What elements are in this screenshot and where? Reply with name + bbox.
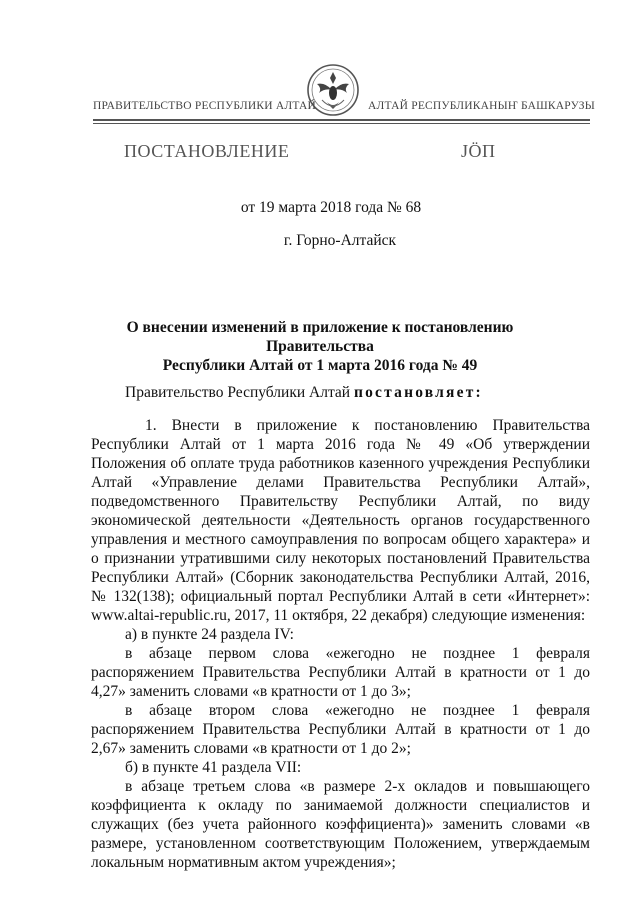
- document-date-number: от 19 марта 2018 года № 68: [240, 199, 422, 216]
- resolve-verb: постановляет:: [353, 384, 483, 401]
- document-city: г. Горно-Алтайск: [283, 232, 397, 249]
- paragraph-amend-2: в абзаце втором слова «ежегодно не позднее 1 февраля распоряжением Правительства Республики Алтай в кратности от 1 до 2,67» заменить словами «в кратности от 1 до 2»;: [91, 702, 590, 757]
- org-name-russian: ПРАВИТЕЛЬСТВО РЕСПУБЛИКИ АЛТАЙ: [93, 100, 317, 112]
- paragraph-sub-b: б) в пункте 41 раздела VII:: [125, 759, 302, 776]
- title-line-1: О внесении изменений в приложение к постановлению Правительства: [126, 319, 514, 355]
- doc-type-russian: ПОСТАНОВЛЕНИЕ: [124, 141, 290, 161]
- resolve-line: [125, 384, 483, 402]
- paragraph-amend-1: в абзаце первом слова «ежегодно не позднее 1 февраля распоряжением Правительства Республики Алтай в кратности от 1 до 4,27» заменить словами «в кратности от 1 до 3»;: [91, 645, 590, 700]
- paragraph-amend-3: в абзаце третьем слова «в размере 2-х окладов и повышающего коэффициента к окладу по занимаемой должности специалистов и служащих (без учета районного коэффициента)» заменить словами «в размере, установленном соответствующим Положением, утверждаемым локальным нормативным актом учреждения»;: [91, 778, 590, 871]
- header-divider: [93, 119, 590, 121]
- header-divider-thin: [93, 123, 590, 124]
- title-line-2: Республики Алтай от 1 марта 2016 года № 49: [162, 357, 478, 374]
- resolve-prefix: Правительство Республики Алтай: [125, 384, 354, 401]
- paragraph-sub-a: а) в пункте 24 раздела IV:: [125, 626, 294, 643]
- org-name-altai: АЛТАЙ РЕСПУБЛИКАНЫҤ БАШКАРУЗЫ: [368, 100, 595, 112]
- doc-type-altai: JӦП: [461, 141, 496, 161]
- document-body: [91, 416, 590, 872]
- paragraph-item-1: 1. Внести в приложение к постановлению Правительства Республики Алтай от 1 марта 2016 года № 49 «Об утверждении Положения об оплате труда работников казенного учреждения Республики Алтай «Управление делами Правительства Республики Алтай», подведомственного Правительству Республики Алтай, по виду экономической деятельности «Деятельность органов государственного управления и местного самоуправления по вопросам общего характера» и о признании утратившими силу некоторых постановлений Правительства Республики Алтай» (Сборник законодательства Республики Алтай, 2016, № 132(138); официальный портал Республики Алтай в сети «Интернет»: www.altai-republic.ru, 2017, 11 октября, 22 декабря) следующие изменения:: [91, 417, 590, 624]
- document-title: [100, 318, 540, 375]
